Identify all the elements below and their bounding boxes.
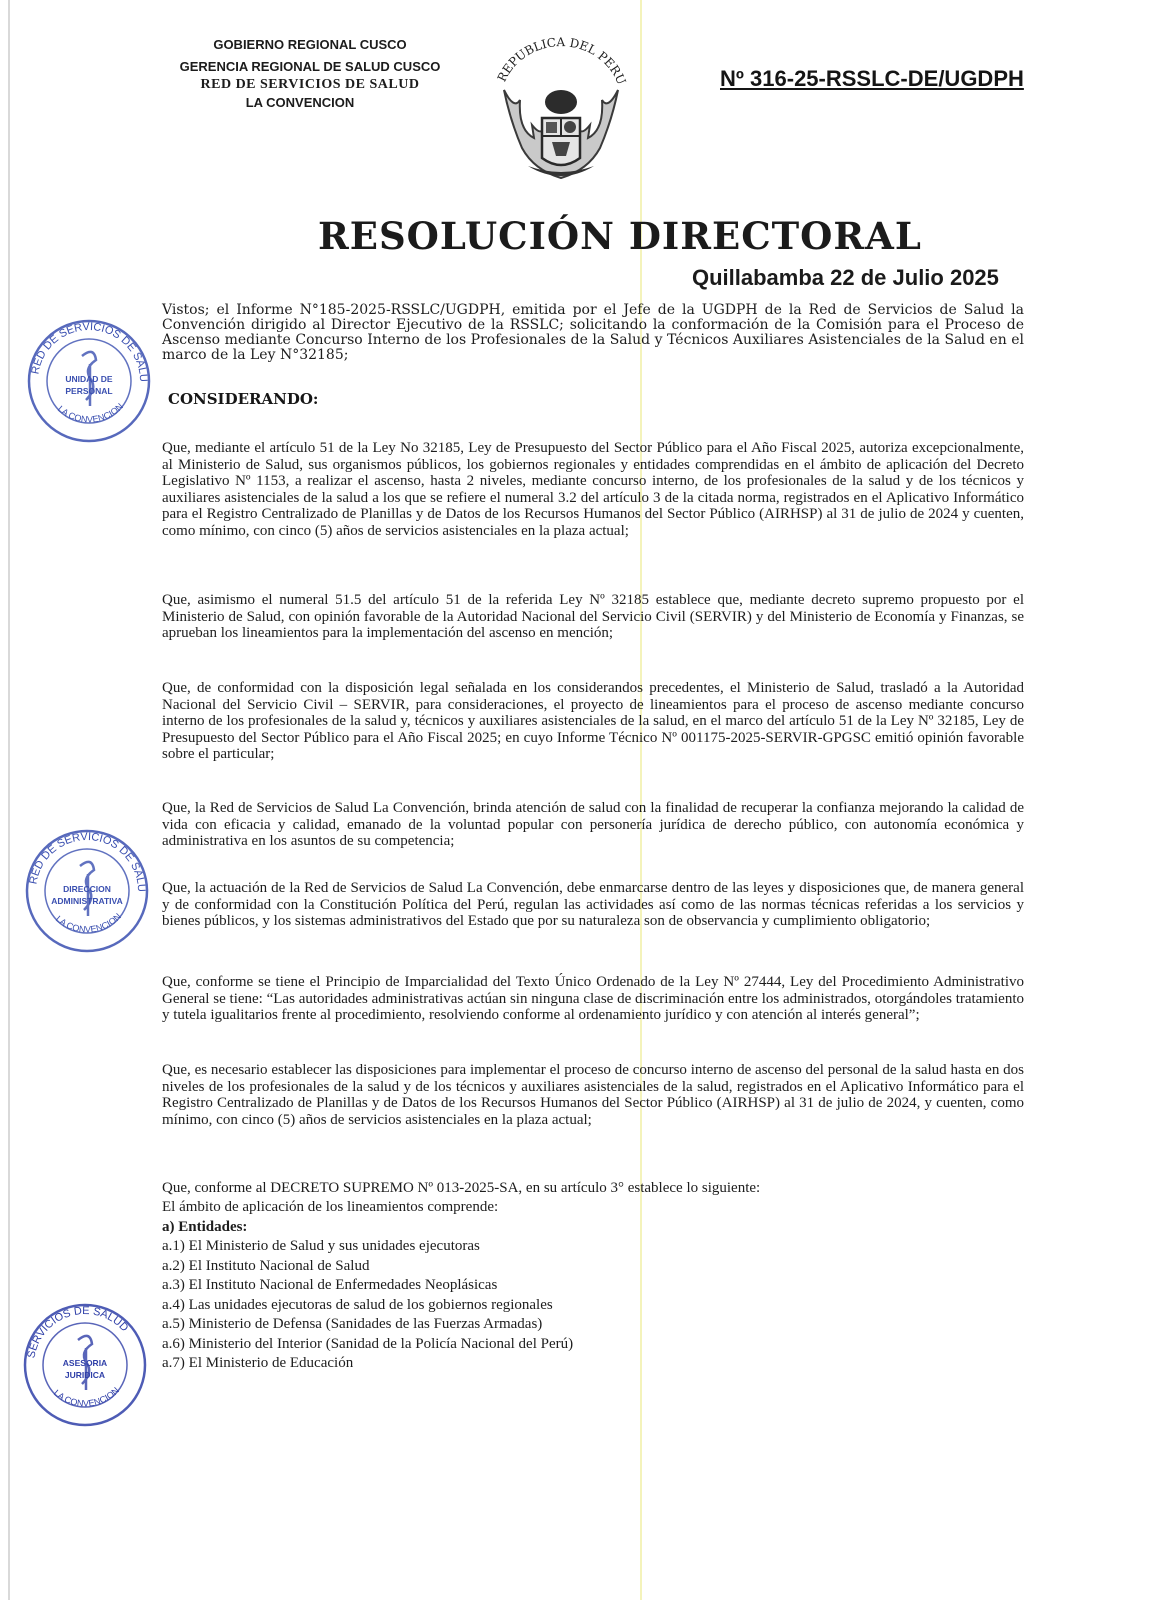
stamp-bottom-text: LA CONVENCION xyxy=(55,401,126,425)
considerando-heading: CONSIDERANDO: xyxy=(168,390,319,408)
institution-header xyxy=(160,36,460,112)
considerando-paragraph: Que, conforme se tiene el Principio de Imparcialidad del Texto Único Ordenado de la Ley Nº 27444, Ley del Procedimiento Administrativo General se tiene: “Las autoridades administrativas actúan sin ninguna clase de discriminación entre los administrados, otorgándoles tratamiento y tutela igualitarios frente al procedimiento, resolviendo conforme al ordenamiento jurídico y con atención al interés general”; xyxy=(162,974,1024,1023)
stamp-bottom-text: LA CONVENCION xyxy=(53,911,124,935)
stamp-inner-text: PERSONAL xyxy=(65,386,113,396)
stamp-outer-text: SERVICIOS DE SALUD xyxy=(25,1304,131,1360)
vistos-paragraph: Vistos; el Informe N°185-2025-RSSLC/UGDPH, emitida por el Jefe de la UGDPH de la Red de Servicios de Salud la Convención dirigido al Director Ejecutivo de la RSSLC; solicitando la conformación de la Comisión para el Proceso de Ascenso mediante Concurso Interno de los Profesionales de la Salud y Técnicos Auxiliares Asistenciales de la Salud en el marco de la Ley N°32185; xyxy=(162,302,1024,363)
considerando-paragraph: Que, es necesario establecer las disposiciones para implementar el proceso de concurso interno de ascenso del personal de la salud hasta en dos niveles de los profesionales de la salud y de los técnicos y auxiliares asistenciales de la salud, registrados en el Aplicativo Informático para el Registro Centralizado de Planillas y de Datos de los Recursos Humanos del Sector Público (AIRHSP) al 31 de julio de 2024, y cuenten, como mínimo, con cinco (5) años de servicios asistenciales en la plaza actual; xyxy=(162,1062,1024,1128)
list-item: a.7) El Ministerio de Educación xyxy=(162,1355,354,1371)
svg-text:REPUBLICA DEL PERU xyxy=(495,35,629,87)
considerando-paragraph: Que, de conformidad con la disposición legal señalada en los considerandos precedentes, el Ministerio de Salud, trasladó a la Autoridad Nacional del Servicio Civil – SERVIR, para consideraciones, el proyecto de lineamientos para el proceso de ascenso mediante concurso interno de los profesionales de la salud y, técnicos y auxiliares asistenciales de la salud, en el marco del artículo 51 de la Ley Nº 32185, Ley de Presupuesto del Sector Público para el Año Fiscal 2025; en cuyo Informe Técnico Nº 001175-2025-SERVIR-GPGSC emitió opinión favorable sobre el particular; xyxy=(162,680,1024,762)
resolution-number: Nº 316-25-RSSLC-DE/UGDPH xyxy=(720,66,1024,91)
stamp-inner-text: ASESORIA xyxy=(62,1358,108,1368)
stamp-inner-text: ADMINISTRATIVA xyxy=(51,896,123,906)
stamp-bottom-text: LA CONVENCION xyxy=(51,1385,122,1409)
header-line-2: GERENCIA REGIONAL DE SALUD CUSCO xyxy=(179,59,441,74)
stamp-graphic xyxy=(22,826,152,956)
list-item: a.2) El Instituto Nacional de Salud xyxy=(162,1257,370,1274)
considerando-paragraph: Que, la actuación de la Red de Servicios de Salud La Convención, debe enmarcarse dentro de las leyes y disposiciones que, de manera general y de conformidad con la Constitución Política del Perú, regulan las actividades así como de las normas técnicas referidas a los servicios y bienes públicos, y los sistemas administrativos del Estado que por su naturaleza son de observancia y cumplimiento obligatorio; xyxy=(162,880,1024,929)
document-title: RESOLUCIÓN DIRECTORAL xyxy=(318,214,922,258)
header-line-4: LA CONVENCION xyxy=(245,95,355,110)
coat-arc-text: REPUBLICA DEL PERU xyxy=(494,35,629,87)
header-line-1: GOBIERNO REGIONAL CUSCO xyxy=(213,37,407,52)
scope-list xyxy=(162,1198,573,1374)
entities-label: a) Entidades: xyxy=(162,1218,248,1235)
list-item: a.6) Ministerio del Interior (Sanidad de la Policía Nacional del Perú) xyxy=(162,1335,574,1352)
scope-intro: El ámbito de aplicación de los lineamientos comprende: xyxy=(162,1199,499,1215)
stamp-outer-text: RED DE SERVICIOS DE SALU xyxy=(29,320,150,383)
stamp-inner-text: JURIDICA xyxy=(64,1370,106,1380)
stamp-graphic xyxy=(24,316,154,446)
asesoria-juridica-stamp xyxy=(20,1300,150,1430)
list-item: a.4) Las unidades ejecutoras de salud de los gobiernos regionales xyxy=(162,1296,553,1313)
considerando-paragraph: Que, conforme al DECRETO SUPREMO Nº 013-2025-SA, en su artículo 3° establece lo siguiente: xyxy=(162,1180,761,1196)
stamp-inner-text: UNIDAD DE xyxy=(65,374,113,384)
direccion-administrativa-stamp xyxy=(22,826,152,956)
header-line-3: RED DE SERVICIOS DE SALUD xyxy=(200,77,420,92)
place-date: Quillabamba 22 de Julio 2025 xyxy=(692,265,999,290)
list-item: a.5) Ministerio de Defensa (Sanidades de las Fuerzas Armadas) xyxy=(162,1316,543,1332)
considerando-paragraph: Que, mediante el artículo 51 de la Ley No 32185, Ley de Presupuesto del Sector Público para el Año Fiscal 2025, autoriza excepcionalmente, al Ministerio de Salud, sus organismos públicos, los gobiernos regionales y entidades comprendidas en el ámbito de aplicación del Decreto Legislativo Nº 1153, a realizar el ascenso, hasta 2 niveles, mediante concurso interno, de los profesionales de la salud y de los técnicos y auxiliares asistenciales de la salud a los que se refiere el numeral 3.2 del artículo 3 de la citada norma, registrados en el Aplicativo Informático para el Registro Centralizado de Planillas y de Datos de los Recursos Humanos del Sector Público (AIRHSP) al 31 de julio de 2024 y cuenten, como mínimo, con cinco (5) años de servicios asistenciales en la plaza actual; xyxy=(162,440,1024,539)
peru-coat-of-arms-icon xyxy=(492,30,630,190)
considerando-paragraph: Que, asimismo el numeral 51.5 del artículo 51 de la referida Ley Nº 32185 establece que, mediante decreto supremo propuesto por el Ministerio de Salud, con opinión favorable de la Autoridad Nacional del Servicio Civil (SERVIR) y del Ministerio de Economía y Finanzas, se aprueban los lineamientos para la implementación del ascenso en mención; xyxy=(162,592,1024,641)
page-edge xyxy=(8,0,10,1600)
stamp-inner-text: DIRECCION xyxy=(63,884,111,894)
stamp-graphic xyxy=(20,1300,150,1430)
stamp-outer-text: RED DE SERVICIOS DE SALU xyxy=(27,830,148,893)
list-item: a.3) El Instituto Nacional de Enfermedades Neoplásicas xyxy=(162,1277,498,1293)
unidad-personal-stamp xyxy=(24,316,154,446)
considerando-paragraph: Que, la Red de Servicios de Salud La Convención, brinda atención de salud con la finalidad de recuperar la confianza mejorando la calidad de vida con eficacia y calidad, emanado de la voluntad popular con personería jurídica de derecho público, con autonomía económica y administrativa en los asuntos de su competencia; xyxy=(162,800,1024,849)
list-item: a.1) El Ministerio de Salud y sus unidades ejecutoras xyxy=(162,1238,480,1254)
